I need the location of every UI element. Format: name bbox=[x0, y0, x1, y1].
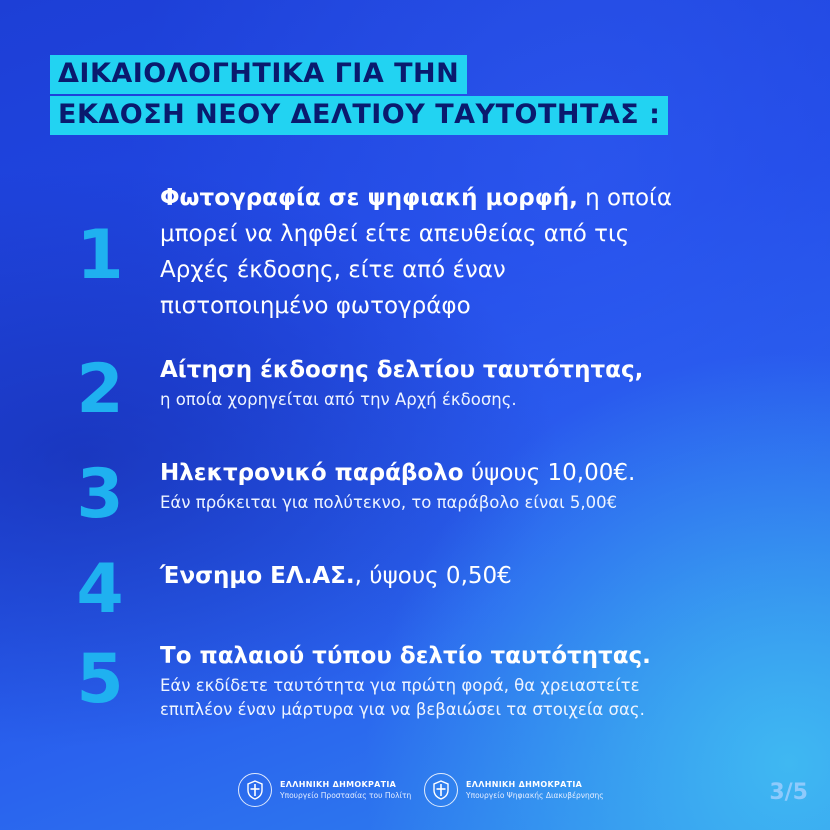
title-line-1: ΔΙΚΑΙΟΛΟΓΗΤΙΚΑ ΓΙΑ ΤΗΝ bbox=[50, 55, 467, 94]
greek-emblem-icon bbox=[238, 773, 272, 807]
item-rest: μπορεί να ληφθεί είτε απευθείας από τις bbox=[160, 221, 630, 247]
item-rest: Αρχές έκδοσης, είτε από έναν bbox=[160, 257, 506, 283]
item-number: 2 bbox=[76, 350, 124, 429]
ministry-title: ΕΛΛΗΝΙΚΗ ΔΗΜΟΚΡΑΤΙΑ bbox=[280, 780, 397, 789]
ministry-logo-1 bbox=[238, 770, 411, 810]
item-small: Εάν πρόκειται για πολύτεκνο, το παράβολο είναι 5,00€ bbox=[160, 493, 618, 512]
ministry-name: Υπουργείο Προστασίας του Πολίτη bbox=[280, 791, 412, 800]
title-line-2: ΕΚΔΟΣΗ ΝΕΟΥ ΔΕΛΤΙΟΥ ΤΑΥΤΟΤΗΤΑΣ : bbox=[50, 96, 668, 135]
page-indicator: 3/5 bbox=[769, 780, 808, 805]
item-number: 5 bbox=[76, 640, 124, 719]
item-number: 1 bbox=[76, 216, 124, 295]
item-rest: πιστοποιημένο φωτογράφο bbox=[160, 293, 471, 319]
item-bold: Φωτογραφία σε ψηφιακή μορφή, bbox=[160, 185, 578, 211]
item-small: η οποία χορηγείται από την Αρχή έκδοσης. bbox=[160, 390, 517, 409]
ministry-name: Υπουργείο Ψηφιακής Διακυβέρνησης bbox=[466, 791, 604, 800]
item-bold: Το παλαιού τύπου δελτίο ταυτότητας. bbox=[160, 643, 651, 669]
item-text bbox=[160, 180, 780, 324]
item-number: 4 bbox=[76, 550, 124, 629]
item-number: 3 bbox=[76, 455, 124, 534]
item-text bbox=[160, 638, 780, 722]
item-rest: ύψους 10,00€. bbox=[463, 460, 636, 486]
item-rest: , ύψους 0,50€ bbox=[354, 563, 512, 589]
item-bold: Ηλεκτρονικό παράβολο bbox=[160, 460, 464, 486]
footer bbox=[0, 770, 830, 810]
item-bold: Ένσημο ΕΛ.ΑΣ. bbox=[160, 563, 355, 589]
greek-emblem-icon bbox=[424, 773, 458, 807]
ministry-logo-2 bbox=[424, 770, 604, 810]
item-small: επιπλέον έναν μάρτυρα για να βεβαιώσει τα στοιχεία σας. bbox=[160, 700, 645, 719]
ministry-title: ΕΛΛΗΝΙΚΗ ΔΗΜΟΚΡΑΤΙΑ bbox=[466, 780, 583, 789]
item-small: Εάν εκδίδετε ταυτότητα για πρώτη φορά, θα χρειαστείτε bbox=[160, 676, 640, 695]
item-text bbox=[160, 558, 780, 594]
page-title bbox=[50, 55, 668, 135]
item-bold: Αίτηση έκδοσης δελτίου ταυτότητας, bbox=[160, 357, 644, 383]
item-text bbox=[160, 455, 780, 515]
item-text bbox=[160, 352, 780, 412]
item-rest: η οποία bbox=[577, 185, 672, 211]
